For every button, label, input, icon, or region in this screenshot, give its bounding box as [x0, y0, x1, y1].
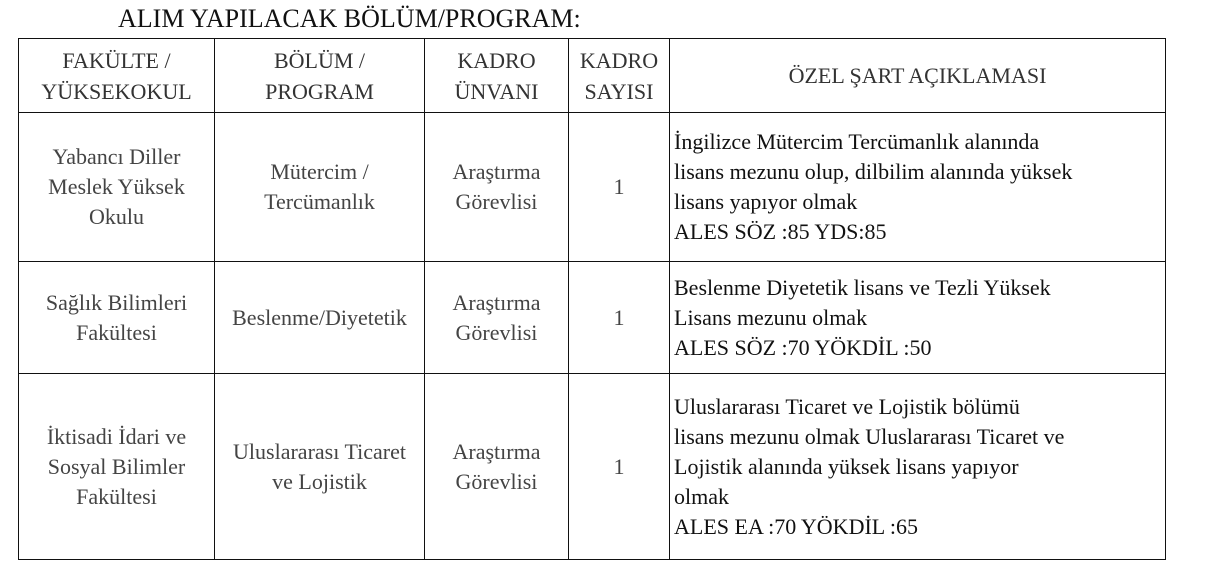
page-title: ALIM YAPILACAK BÖLÜM/PROGRAM: — [118, 4, 581, 33]
sart-cell: Beslenme Diyetetik lisans ve Tezli Yüksek Lisans mezunu olmak ALES SÖZ :70 YÖKDİL :50 — [670, 262, 1166, 374]
unvan-cell: Araştırma Görevlisi — [425, 374, 569, 560]
fakulte-cell: İktisadi İdari ve Sosyal Bilimler Fakültesi — [19, 374, 215, 560]
sayi-cell: 1 — [569, 262, 670, 374]
header-ozel-sart: ÖZEL ŞART AÇIKLAMASI — [670, 39, 1166, 113]
table-row — [19, 262, 1166, 374]
sayi-cell: 1 — [569, 374, 670, 560]
table-header-row — [19, 39, 1166, 113]
header-bolum: BÖLÜM / PROGRAM — [215, 39, 425, 113]
table-row — [19, 113, 1166, 262]
program-table — [18, 38, 1166, 560]
sart-cell: Uluslararası Ticaret ve Lojistik bölümü lisans mezunu olmak Uluslararası Ticaret ve Lojistik alanında yüksek lisans yapıyor olmak ALES EA :70 YÖKDİL :65 — [670, 374, 1166, 560]
header-kadro-sayisi: KADRO SAYISI — [569, 39, 670, 113]
fakulte-cell: Sağlık Bilimleri Fakültesi — [19, 262, 215, 374]
header-fakulte: FAKÜLTE / YÜKSEKOKUL — [19, 39, 215, 113]
unvan-cell: Araştırma Görevlisi — [425, 113, 569, 262]
header-kadro-unvani: KADRO ÜNVANI — [425, 39, 569, 113]
sayi-cell: 1 — [569, 113, 670, 262]
sart-cell: İngilizce Mütercim Tercümanlık alanında lisans mezunu olup, dilbilim alanında yüksek lisans yapıyor olmak ALES SÖZ :85 YDS:85 — [670, 113, 1166, 262]
table-row — [19, 374, 1166, 560]
unvan-cell: Araştırma Görevlisi — [425, 262, 569, 374]
fakulte-cell: Yabancı Diller Meslek Yüksek Okulu — [19, 113, 215, 262]
bolum-cell: Mütercim / Tercümanlık — [215, 113, 425, 262]
bolum-cell: Beslenme/Diyetetik — [215, 262, 425, 374]
bolum-cell: Uluslararası Ticaret ve Lojistik — [215, 374, 425, 560]
